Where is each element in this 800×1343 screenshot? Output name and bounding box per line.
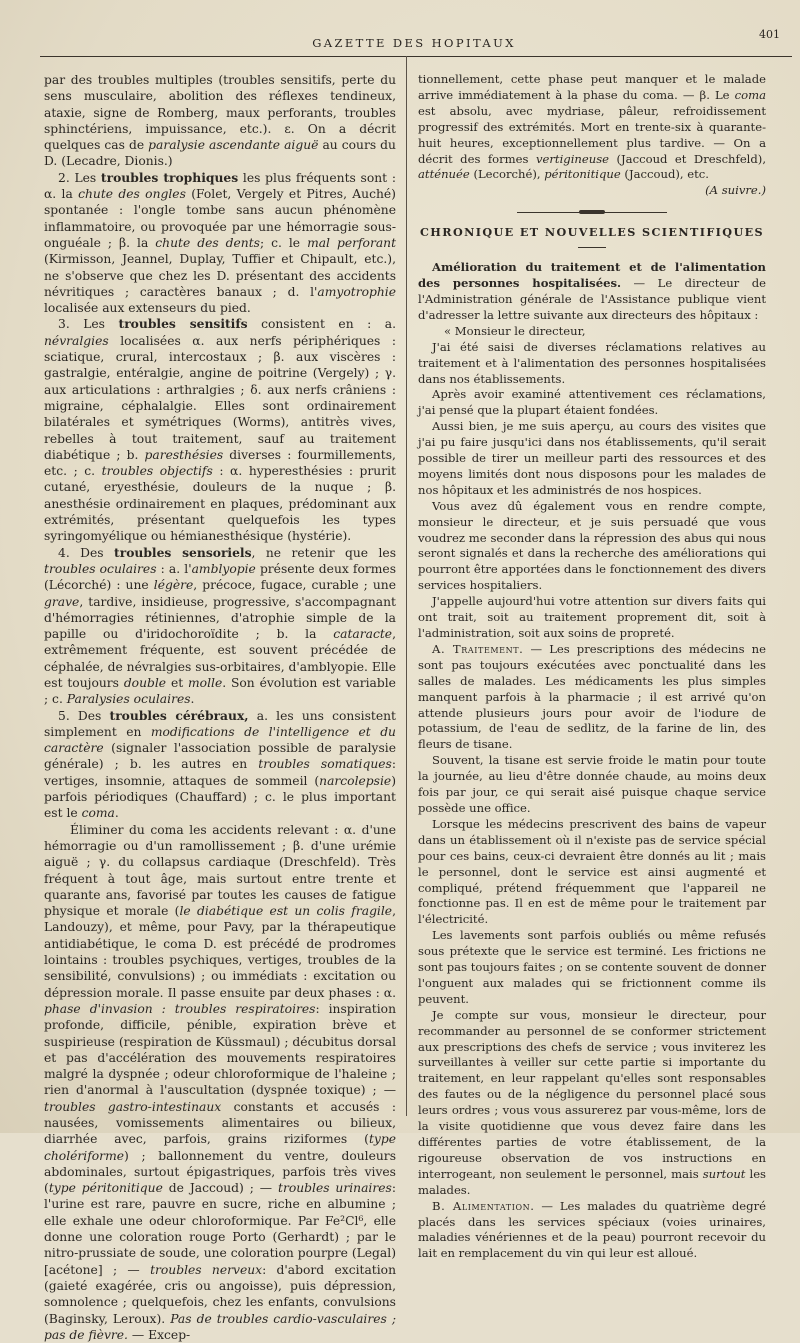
heading-troubles-trophiques: troubles trophiques: [100, 169, 239, 185]
article-intro: Amélioration du traitement et de l'alimentation des personnes hospitalisées. — Le directeur de l'Administration générale de l'Assistance publique vient d'adresser la lettre suivante aux directeurs des hôpitaux :: [418, 260, 766, 322]
letter-salutation: « Monsieur le directeur,: [444, 323, 586, 338]
letter-paragraph: Après avoir examiné attentivement ces réclamations, j'ai pensé que la plupart étaient fondées.: [418, 387, 766, 418]
ornamental-separator: [517, 209, 667, 217]
paragraph-troubles-cerebraux: 5. Des troubles cérébraux, a. les uns consistent simplement en modifications de l'intelligence et du caractère (signaler l'association possible de paralysie générale) ; b. les autres en troubles somatiques: vertiges, insomnie, attaques de sommeil (narcolepsie) parfois périodiques (Chauffard) ; c. le plus important est le coma.: [44, 707, 396, 821]
article-title: Amélioration du traitement et de l'alimentation des personnes hospitalisées.: [418, 260, 766, 291]
section-a-traitement: A. Traitement. — Les prescriptions des médecins ne sont pas toujours exécutées avec ponctualité dans les salles de malades. Les médicaments les plus simples manquent parfois à la pharmacie ; il est arrivé qu'on attende plusieurs jours pour avoir de l'iodure de potassium, de l'eau de sedlitz, de la farine de lin, des fleurs de tisane.: [418, 641, 766, 752]
running-title: GAZETTE DES HOPITAUX: [312, 36, 516, 50]
section-a-label: A. Traitement.: [432, 641, 524, 656]
section-b-label: B. Alimentation.: [432, 1198, 535, 1213]
header-rule: [40, 56, 792, 57]
page-number: 401: [759, 28, 780, 41]
letter-paragraph: Lorsque les médecins prescrivent des bains de vapeur dans un établissement où il n'existe pas de service spécial pour ces bains, ceux-ci devraient être donnés au lit ; mais le personnel, dont le service est ainsi augmenté et compliqué, prétend fréquemment que l'appareil ne fonctionne pas. Il en est de même pour le traitement par l'électricité.: [418, 816, 766, 927]
letter-paragraph: J'ai été saisi de diverses réclamations relatives au traitement et à l'alimentation des personnes hospitalisées dans nos établissements.: [418, 339, 766, 386]
a-suivre: (A suivre.): [705, 183, 766, 198]
section-b-alimentation: B. Alimentation. — Les malades du quatrième degré placés dans les services spéciaux (voies urinaires, maladies vénériennes et de la peau) pourront recevoir du lait en remplacement du vin qui leur est alloué.: [418, 1198, 766, 1261]
paragraph-troubles-sensoriels: 4. Des troubles sensoriels, ne retenir que les troubles oculaires : a. l'amblyopie présente deux formes (Lécorché) : une légère, précoce, fugace, curable ; une grave, tardive, insidieuse, progressive, s'accompagnant d'hémorragies rétiniennes, d'atrophie simple de la papille ou d'iridochoroïdite ; b. la cataracte, extrêmement fréquente, est souvent précédée de céphalée, de névralgies sus-orbitaires, d'amblyopie. Elle est toujours double et molle. Son évolution est variable ; c. Paralysies oculaires.: [44, 544, 397, 707]
short-rule: [578, 247, 606, 248]
paragraph-troubles-trophiques: 2. Les troubles trophiques les plus fréquents sont : α. la chute des ongles (Folet, Vergely et Pitres, Auché) spontanée : l'ongle tombe sans aucun phénomène inflammatoire, ou provoquée par une hémorragie sous-onguéale ; β. la chute des dents; c. le mal perforant (Kirmisson, Jeannel, Duplay, Tuffier et Chipault, etc.), ne s'observe que chez les D. présentant des accidents névritiques ; caractères banaux ; d. l'amyotrophie localisée aux extenseurs du pied.: [44, 169, 397, 316]
letter-paragraph: Les lavements sont parfois oubliés ou même refusés sous prétexte que le service est terminé. Les frictions ne sont pas toujours faites ; on se contente souvent de donner l'onguent aux malades qui se frictionnent comme ils peuvent.: [418, 928, 766, 1006]
heading-troubles-sensitifs: troubles sensitifs: [118, 316, 248, 332]
heading-troubles-cerebraux: troubles cérébraux,: [109, 707, 249, 723]
letter-paragraph: Vous avez dû également vous en rendre compte, monsieur le directeur, et je suis persuadé que vous voudrez me seconder dans la répression des abus qui nous seront signalés et dans la recherche des améliorations qui pourront être apportées dans le fonctionnement des divers services hospitaliers.: [418, 498, 766, 593]
paragraph-coma-continuation: tionnellement, cette phase peut manquer et le malade arrive immédiatement à la phase du coma. — β. Le coma est absolu, avec mydriase, pâleur, refroidissement progressif des extrémités. Mort en trente-six à quarante-huit heures, exceptionnellement plus tardive. — On a décrit des formes vertigineuse (Jaccoud et Dreschfeld), atténuée (Lecorché), péritonitique (Jaccoud), etc.: [418, 72, 767, 182]
letter-paragraph: Aussi bien, je me suis aperçu, au cours des visites que j'ai pu faire jusqu'ici dans nos établissements, qu'il serait possible de tirer un meilleur parti des ressources et des moyens limités dont nous disposons pour les malades de nos hôpitaux et les administrés de nos hospices.: [418, 419, 766, 497]
paragraph-coma: Éliminer du coma les accidents relevant : α. d'une hémorragie ou d'un ramollissement ; β. d'une urémie aiguë ; γ. du collapsus cardiaque (Dreschfeld). Très fréquent à tout âge, mais surtout entre trente et quarante ans, favorisé par toutes les causes de fatigue physique et morale (le diabétique est un colis fragile, Landouzy), et même, pour Pavy, par la thérapeutique antidiabétique, le coma D. est précédé de prodromes lointains : troubles psychiques, vertiges, troubles de la sensibilité, convulsions) ; ou immédiats : excitation ou dépression morale. Il passe ensuite par deux phases : α. phase d'invasion : troubles respiratoires: inspiration profonde, difficile, pénible, expiration brève et suspirieuse (respiration de Küssmaul) ; décubitus dorsal et pas d'accélération des mouvements respiratoires malgré la dyspnée ; odeur chloroformique de l'haleine ; rien d'anormal à l'auscultation (dyspnée toxique) ; — troubles gastro-intestinaux constants et accusés : nausées, vomissements alimentaires ou bilieux, diarrhée avec, parfois, grains riziformes (type cholériforme) ; ballonnement du ventre, douleurs abdominales, surtout épigastriques, parfois très vives (type péritonitique de Jaccoud) ; — troubles urinaires: l'urine est rare, pauvre en sucre, riche en albumine ; elle exhale une odeur chloroformique. Par Fe²Cl⁶, elle donne une coloration rouge Porto (Gerhardt) ; par le nitro-prussiate de soude, une coloration pourpre (Legal) [acétone] ; — troubles nerveux: d'abord excitation (gaieté exagérée, cris ou angoisse), puis dépression, somnolence ; quelquefois, chez les enfants, convulsions (Baginsky, Leroux). Pas de troubles cardio-vasculaires ; pas de fièvre. — Excep-: [44, 822, 397, 1342]
right-column: [418, 72, 766, 1262]
letter-paragraph: Je compte sur vous, monsieur le directeur, pour recommander au personnel de se conformer strictement aux prescriptions des chefs de service ; vous inviterez les surveillantes à veiller sur cette partie si importante du traitement, en leur rappelant qu'elles sont responsables des fautes ou de la négligence du personnel placé sous leurs ordres ; vous vous assurerez par vous-même, lors de la visite quotidienne que vous devez faire dans les différentes parties de votre établissement, de la rigoureuse observation de vos instructions en interrogeant, non seulement le personnel, mais surtout les malades.: [418, 1007, 767, 1197]
paragraph-troubles-sensitifs: 3. Les troubles sensitifs consistent en : a. névralgies localisées α. aux nerfs périphériques : sciatique, crural, intercostaux ; β. aux viscères : gastralgie, entéralgie, angine de poitrine (Vergely) ; γ. aux articulations : arthralgies ; δ. aux nerfs crâniens : migraine, céphalalgie. Elles sont ordinairement bilatérales et symétriques (Worms), antitrès vives, rebelles à tout traitement, sauf au traitement diabétique ; b. paresthésies diverses : fourmillements, etc. ; c. troubles objectifs : α. hyperesthésies : prurit cutané, eryesthésie, douleurs de la nuque ; β. anesthésie ordinairement en plaques, prédominant aux extrémités, présentant quelquefois les types syringomyélique ou hémianesthésique (hystérie).: [44, 316, 397, 544]
page-header: [40, 28, 788, 54]
paragraph-continuation: par des troubles multiples (troubles sensitifs, perte du sens musculaire, abolition des réflexes tendineux, ataxie, signe de Romberg, maux perforants, troubles sphinctériens, impuissance, etc.). ε. On a décrit quelques cas de paralysie ascendante aiguë au cours du D. (Lecadre, Dionis.): [44, 73, 396, 169]
left-column: [44, 72, 396, 1343]
column-divider: [406, 56, 407, 1116]
letter-paragraph: Souvent, la tisane est servie froide le matin pour toute la journée, au lieu d'être donnée chaude, au moins deux fois par jour, ce qui serait aisé puisque chaque service possède une office.: [418, 753, 766, 815]
heading-troubles-sensoriels: troubles sensoriels: [114, 544, 252, 560]
letter-paragraph: J'appelle aujourd'hui votre attention sur divers faits qui ont trait, soit au traitement proprement dit, soit à l'administration, soit aux soins de propreté.: [418, 594, 766, 640]
section-title: CHRONIQUE ET NOUVELLES SCIENTIFIQUES: [419, 225, 765, 240]
